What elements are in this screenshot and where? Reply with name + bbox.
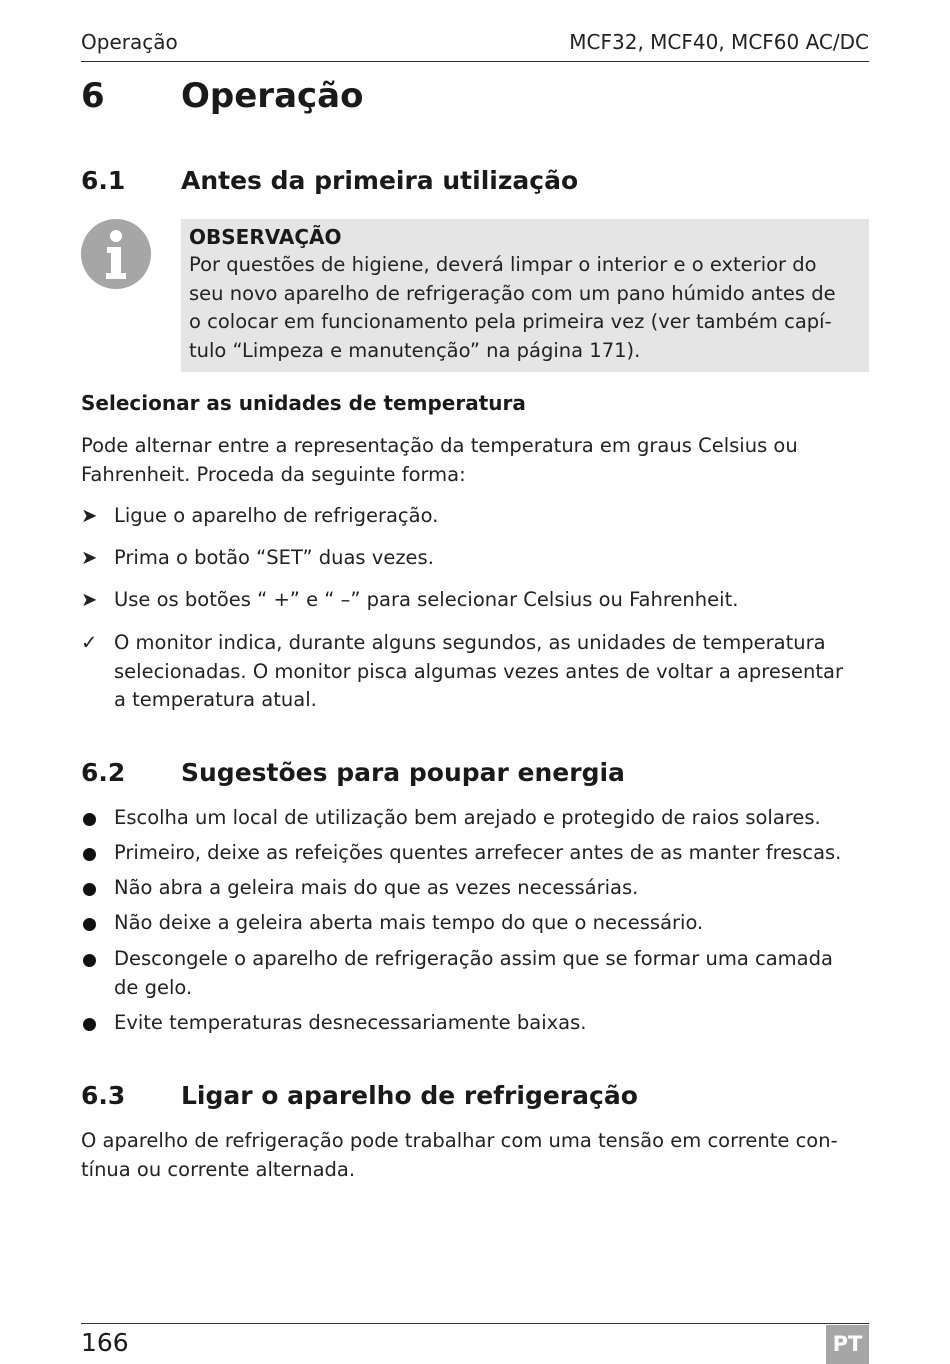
intro-line: Fahrenheit. Proceda da seguinte forma: bbox=[81, 462, 466, 486]
result-line: O monitor indica, durante alguns segundos, as unidades de temperatura bbox=[114, 631, 826, 654]
note-title: OBSERVAÇÃO bbox=[189, 225, 342, 249]
list-item-line: Descongele o aparelho de refrigeração assim que se formar uma camada bbox=[114, 947, 833, 970]
list-item bbox=[81, 1009, 871, 1038]
checkmark-icon: ✓ bbox=[81, 631, 98, 654]
section-number: 6.1 bbox=[81, 166, 126, 195]
temperature-units-intro bbox=[81, 432, 871, 489]
step-item bbox=[81, 502, 871, 531]
page-header bbox=[81, 30, 869, 62]
list-item-text: Não deixe a geleira aberta mais tempo do que o necessário. bbox=[114, 911, 704, 934]
step-arrow-icon: ➤ bbox=[81, 504, 98, 527]
note-text bbox=[189, 251, 861, 365]
paragraph-line: O aparelho de refrigeração pode trabalhar com uma tensão em corrente con- bbox=[81, 1129, 838, 1152]
list-item bbox=[81, 839, 871, 868]
temperature-units-heading: Selecionar as unidades de temperatura bbox=[81, 391, 526, 415]
note-line: seu novo aparelho de refrigeração com um pano húmido antes de bbox=[189, 281, 836, 305]
list-item bbox=[81, 804, 871, 833]
header-section-label: Operação bbox=[81, 30, 178, 54]
step-text: Use os botões “ +” e “ –” para selecionar Celsius ou Fahrenheit. bbox=[114, 588, 739, 611]
bullet-dot-icon bbox=[83, 918, 96, 931]
section-number: 6.3 bbox=[81, 1081, 126, 1110]
list-item-text: Não abra a geleira mais do que as vezes necessárias. bbox=[114, 876, 639, 899]
paragraph-line: tínua ou corrente alternada. bbox=[81, 1157, 356, 1181]
bullet-dot-icon bbox=[83, 813, 96, 826]
list-item bbox=[81, 909, 871, 938]
section-6-3-text bbox=[81, 1127, 871, 1184]
step-arrow-icon: ➤ bbox=[81, 588, 98, 611]
result-line: a temperatura atual. bbox=[114, 688, 317, 711]
step-item bbox=[81, 544, 871, 573]
list-item bbox=[81, 874, 871, 903]
bullet-dot-icon bbox=[83, 954, 96, 967]
note-line: tulo “Limpeza e manutenção” na página 171). bbox=[189, 338, 641, 362]
list-item-text: Evite temperaturas desnecessariamente baixas. bbox=[114, 1011, 587, 1034]
language-badge: PT bbox=[826, 1325, 869, 1364]
section-title: Ligar o aparelho de refrigeração bbox=[181, 1081, 638, 1110]
bullet-dot-icon bbox=[83, 883, 96, 896]
note-line: Por questões de higiene, deverá limpar o interior e o exterior do bbox=[189, 253, 817, 276]
bullet-dot-icon bbox=[83, 1018, 96, 1031]
section-title: Sugestões para poupar energia bbox=[181, 758, 625, 787]
footer-divider bbox=[81, 1323, 869, 1324]
step-text: Prima o botão “SET” duas vezes. bbox=[114, 546, 434, 569]
step-arrow-icon: ➤ bbox=[81, 546, 98, 569]
step-text: Ligue o aparelho de refrigeração. bbox=[114, 504, 439, 527]
chapter-title: Operação bbox=[181, 76, 364, 116]
list-item-text: Escolha um local de utilização bem arejado e protegido de raios solares. bbox=[114, 806, 821, 829]
note-line: o colocar em funcionamento pela primeira vez (ver também capí- bbox=[189, 310, 832, 333]
header-model-label: MCF32, MCF40, MCF60 AC/DC bbox=[569, 30, 869, 54]
page-number: 166 bbox=[81, 1328, 129, 1357]
result-line: selecionadas. O monitor pisca algumas vezes antes de voltar a apresentar bbox=[114, 659, 844, 683]
list-item-text: Primeiro, deixe as refeições quentes arrefecer antes de as manter frescas. bbox=[114, 841, 842, 864]
list-item bbox=[81, 945, 871, 1002]
section-number: 6.2 bbox=[81, 758, 126, 787]
note-box bbox=[181, 219, 869, 372]
result-item bbox=[81, 629, 871, 715]
chapter-number: 6 bbox=[81, 76, 105, 116]
bullet-dot-icon bbox=[83, 848, 96, 861]
intro-line: Pode alternar entre a representação da temperatura em graus Celsius ou bbox=[81, 434, 798, 457]
result-text bbox=[114, 629, 871, 715]
section-title: Antes da primeira utilização bbox=[181, 166, 579, 195]
list-item-line: de gelo. bbox=[114, 975, 193, 999]
list-item-text bbox=[114, 945, 871, 1002]
info-icon bbox=[81, 219, 151, 289]
step-item bbox=[81, 586, 871, 615]
